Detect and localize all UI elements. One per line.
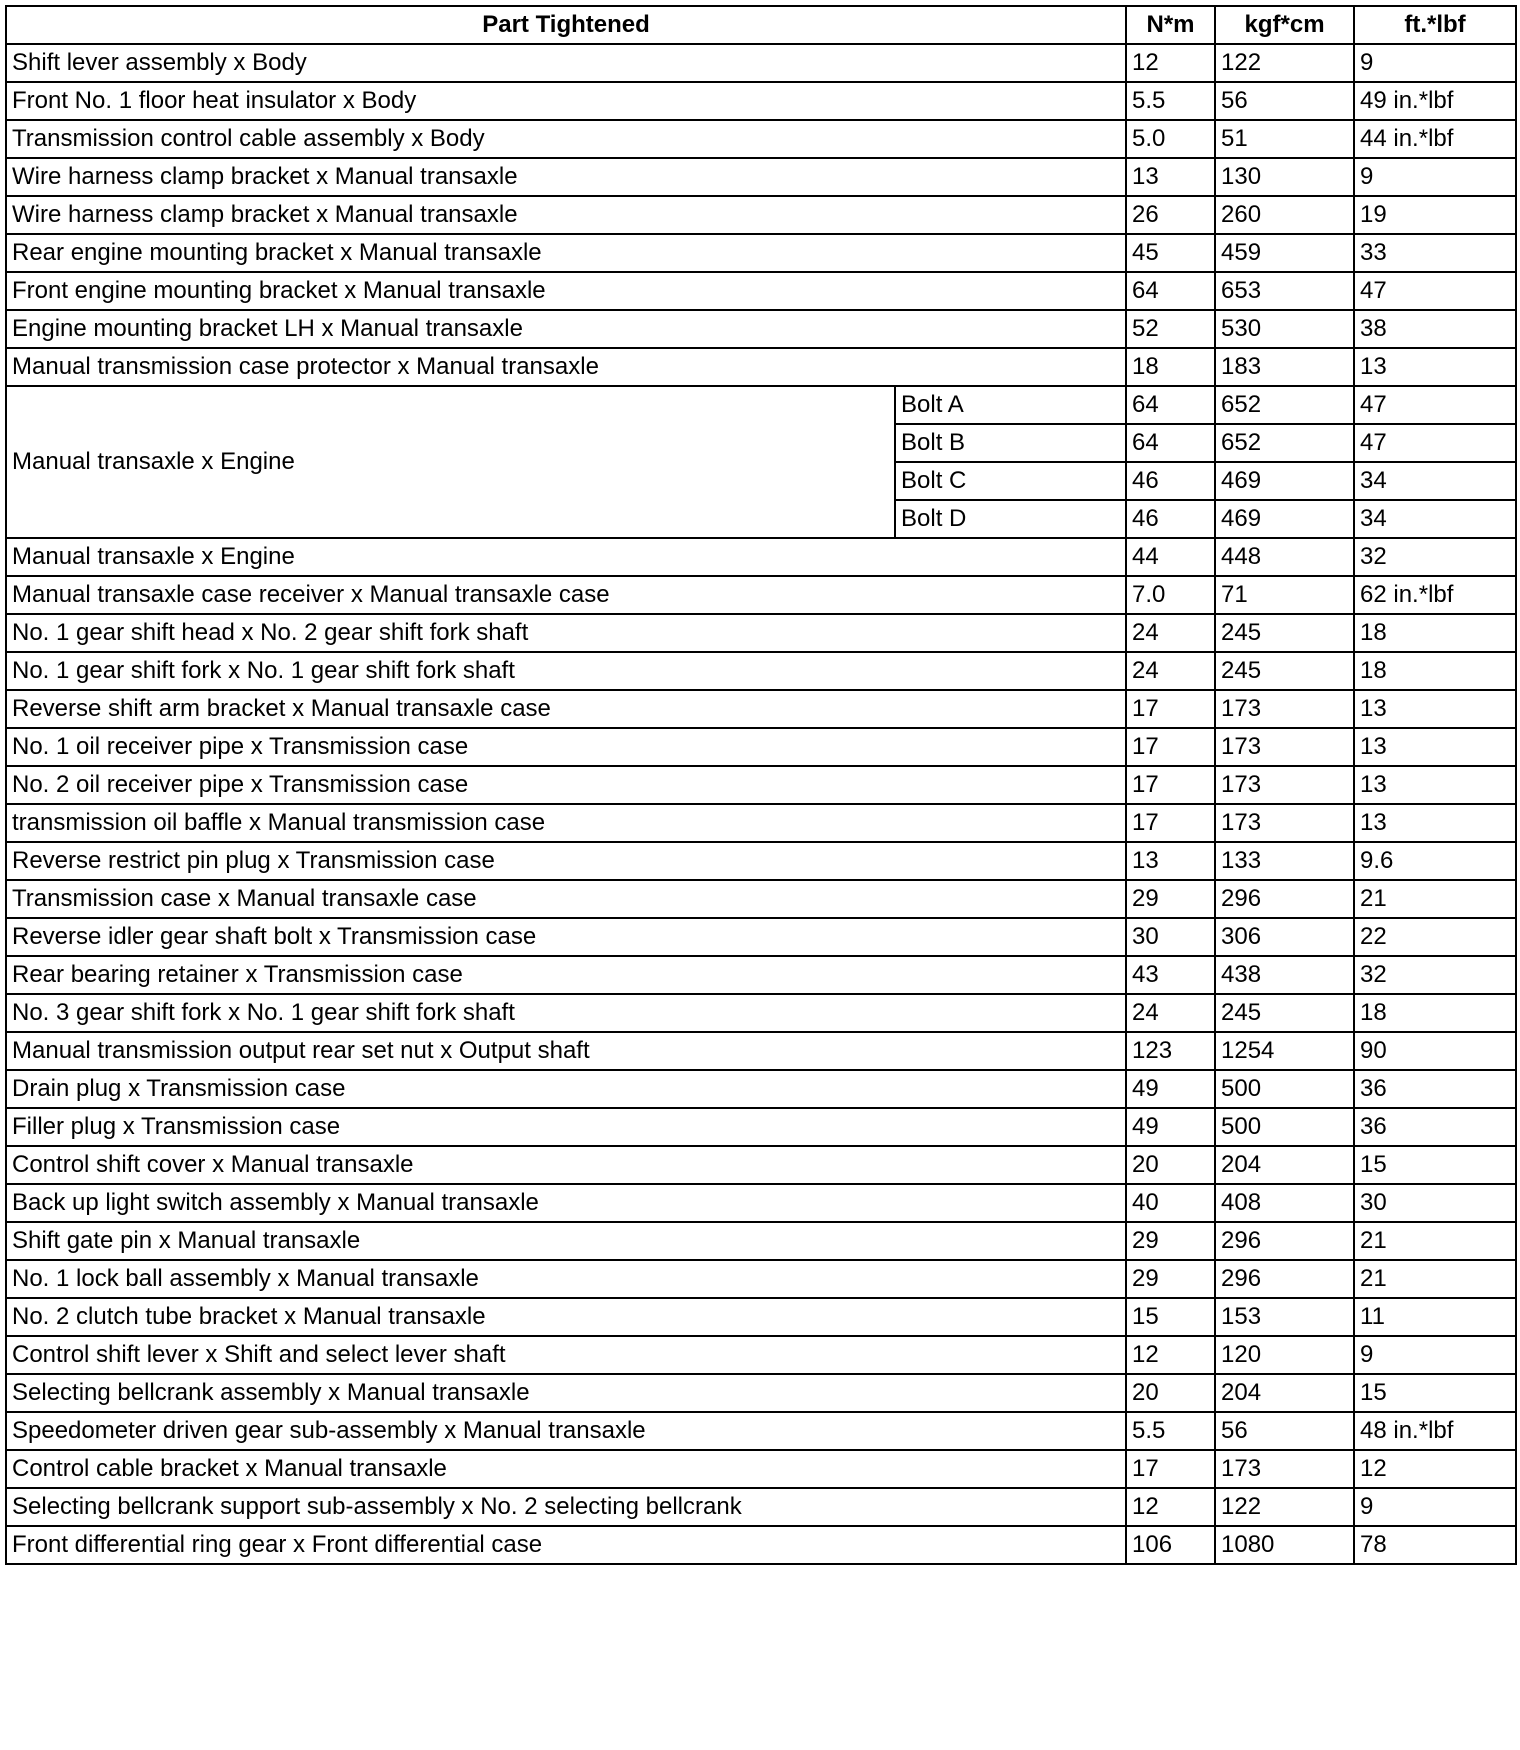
table-row xyxy=(6,994,1516,1032)
ftlbf-cell: 47 xyxy=(1354,272,1516,310)
part-cell: No. 1 lock ball assembly x Manual transaxle xyxy=(6,1260,1126,1298)
ftlbf-cell: 22 xyxy=(1354,918,1516,956)
part-cell: No. 1 gear shift head x No. 2 gear shift fork shaft xyxy=(6,614,1126,652)
nm-cell: 29 xyxy=(1126,1222,1215,1260)
ftlbf-cell: 15 xyxy=(1354,1374,1516,1412)
part-cell: Wire harness clamp bracket x Manual transaxle xyxy=(6,196,1126,234)
part-cell: Reverse restrict pin plug x Transmission case xyxy=(6,842,1126,880)
nm-cell: 17 xyxy=(1126,728,1215,766)
nm-cell: 17 xyxy=(1126,690,1215,728)
kgf-cell: 71 xyxy=(1215,576,1354,614)
nm-cell: 30 xyxy=(1126,918,1215,956)
table-row xyxy=(6,956,1516,994)
table-row xyxy=(6,1412,1516,1450)
nm-cell: 29 xyxy=(1126,880,1215,918)
ftlbf-cell: 36 xyxy=(1354,1108,1516,1146)
nm-cell: 106 xyxy=(1126,1526,1215,1564)
table-row xyxy=(6,1488,1516,1526)
kgf-cell: 296 xyxy=(1215,1222,1354,1260)
part-cell: Manual transmission output rear set nut x Output shaft xyxy=(6,1032,1126,1070)
part-cell: Filler plug x Transmission case xyxy=(6,1108,1126,1146)
kgf-cell: 153 xyxy=(1215,1298,1354,1336)
ftlbf-cell: 13 xyxy=(1354,766,1516,804)
part-cell: Front differential ring gear x Front differential case xyxy=(6,1526,1126,1564)
part-cell: Shift gate pin x Manual transaxle xyxy=(6,1222,1126,1260)
table-row xyxy=(6,196,1516,234)
part-cell: Control shift cover x Manual transaxle xyxy=(6,1146,1126,1184)
part-cell: Rear bearing retainer x Transmission case xyxy=(6,956,1126,994)
kgf-cell: 500 xyxy=(1215,1070,1354,1108)
kgf-cell: 173 xyxy=(1215,804,1354,842)
ftlbf-cell: 21 xyxy=(1354,880,1516,918)
ftlbf-cell: 13 xyxy=(1354,690,1516,728)
table-row xyxy=(6,1108,1516,1146)
part-cell: Front No. 1 floor heat insulator x Body xyxy=(6,82,1126,120)
ftlbf-cell: 32 xyxy=(1354,538,1516,576)
nm-cell: 13 xyxy=(1126,158,1215,196)
kgf-cell: 438 xyxy=(1215,956,1354,994)
nm-cell: 20 xyxy=(1126,1146,1215,1184)
nm-cell: 40 xyxy=(1126,1184,1215,1222)
ftlbf-cell: 38 xyxy=(1354,310,1516,348)
ftlbf-cell: 13 xyxy=(1354,728,1516,766)
bolt-name-cell: Bolt A xyxy=(895,386,1126,424)
table-row xyxy=(6,804,1516,842)
ftlbf-cell: 18 xyxy=(1354,652,1516,690)
kgf-cell: 245 xyxy=(1215,614,1354,652)
nm-cell: 49 xyxy=(1126,1070,1215,1108)
ftlbf-cell: 9 xyxy=(1354,44,1516,82)
part-cell: Transmission case x Manual transaxle case xyxy=(6,880,1126,918)
ftlbf-cell: 47 xyxy=(1354,424,1516,462)
part-cell: Reverse shift arm bracket x Manual transaxle case xyxy=(6,690,1126,728)
torque-spec-table xyxy=(5,5,1517,1565)
table-row xyxy=(6,44,1516,82)
nm-cell: 17 xyxy=(1126,804,1215,842)
table-row xyxy=(6,1146,1516,1184)
part-cell: Drain plug x Transmission case xyxy=(6,1070,1126,1108)
kgf-cell: 652 xyxy=(1215,386,1354,424)
nm-cell: 17 xyxy=(1126,1450,1215,1488)
kgf-cell: 530 xyxy=(1215,310,1354,348)
part-cell: Reverse idler gear shaft bolt x Transmission case xyxy=(6,918,1126,956)
nm-cell: 64 xyxy=(1126,386,1215,424)
ftlbf-cell: 90 xyxy=(1354,1032,1516,1070)
kgf-cell: 448 xyxy=(1215,538,1354,576)
ftlbf-cell: 9 xyxy=(1354,1336,1516,1374)
kgf-cell: 183 xyxy=(1215,348,1354,386)
table-row xyxy=(6,348,1516,386)
nm-cell: 13 xyxy=(1126,842,1215,880)
kgf-cell: 296 xyxy=(1215,1260,1354,1298)
kgf-cell: 173 xyxy=(1215,690,1354,728)
part-cell: Back up light switch assembly x Manual transaxle xyxy=(6,1184,1126,1222)
table-row xyxy=(6,880,1516,918)
ftlbf-cell: 13 xyxy=(1354,348,1516,386)
part-cell: Selecting bellcrank support sub-assembly x No. 2 selecting bellcrank xyxy=(6,1488,1126,1526)
table-row xyxy=(6,1070,1516,1108)
kgf-cell: 653 xyxy=(1215,272,1354,310)
ftlbf-cell: 36 xyxy=(1354,1070,1516,1108)
part-cell: Front engine mounting bracket x Manual transaxle xyxy=(6,272,1126,310)
table-row xyxy=(6,614,1516,652)
ftlbf-cell: 32 xyxy=(1354,956,1516,994)
table-row xyxy=(6,272,1516,310)
part-cell: Manual transmission case protector x Manual transaxle xyxy=(6,348,1126,386)
table-row xyxy=(6,1260,1516,1298)
part-cell: No. 2 clutch tube bracket x Manual transaxle xyxy=(6,1298,1126,1336)
kgf-cell: 296 xyxy=(1215,880,1354,918)
nm-cell: 12 xyxy=(1126,1488,1215,1526)
nm-cell: 20 xyxy=(1126,1374,1215,1412)
kgf-cell: 306 xyxy=(1215,918,1354,956)
ftlbf-cell: 62 in.*lbf xyxy=(1354,576,1516,614)
part-cell: No. 2 oil receiver pipe x Transmission case xyxy=(6,766,1126,804)
nm-cell: 12 xyxy=(1126,1336,1215,1374)
table-row xyxy=(6,652,1516,690)
kgf-cell: 173 xyxy=(1215,766,1354,804)
table-row xyxy=(6,120,1516,158)
nm-cell: 64 xyxy=(1126,272,1215,310)
table-row xyxy=(6,1222,1516,1260)
ftlbf-cell: 19 xyxy=(1354,196,1516,234)
table-row xyxy=(6,1374,1516,1412)
ftlbf-cell: 48 in.*lbf xyxy=(1354,1412,1516,1450)
kgf-cell: 245 xyxy=(1215,652,1354,690)
table-row xyxy=(6,576,1516,614)
kgf-cell: 652 xyxy=(1215,424,1354,462)
ftlbf-cell: 21 xyxy=(1354,1260,1516,1298)
ftlbf-cell: 34 xyxy=(1354,500,1516,538)
part-cell: Manual transaxle x Engine xyxy=(6,538,1126,576)
ftlbf-cell: 21 xyxy=(1354,1222,1516,1260)
kgf-cell: 130 xyxy=(1215,158,1354,196)
table-row xyxy=(6,82,1516,120)
bolt-name-cell: Bolt D xyxy=(895,500,1126,538)
kgf-cell: 56 xyxy=(1215,1412,1354,1450)
ftlbf-cell: 47 xyxy=(1354,386,1516,424)
nm-cell: 123 xyxy=(1126,1032,1215,1070)
part-cell: Shift lever assembly x Body xyxy=(6,44,1126,82)
table-row xyxy=(6,1184,1516,1222)
nm-cell: 7.0 xyxy=(1126,576,1215,614)
kgf-cell: 469 xyxy=(1215,500,1354,538)
nm-cell: 15 xyxy=(1126,1298,1215,1336)
header-ft-lbf: ft.*lbf xyxy=(1354,6,1516,44)
nm-cell: 46 xyxy=(1126,500,1215,538)
kgf-cell: 500 xyxy=(1215,1108,1354,1146)
nm-cell: 29 xyxy=(1126,1260,1215,1298)
table-row xyxy=(6,918,1516,956)
nm-cell: 52 xyxy=(1126,310,1215,348)
nm-cell: 24 xyxy=(1126,652,1215,690)
header-part-tightened: Part Tightened xyxy=(6,6,1126,44)
kgf-cell: 1254 xyxy=(1215,1032,1354,1070)
nm-cell: 5.5 xyxy=(1126,82,1215,120)
kgf-cell: 204 xyxy=(1215,1146,1354,1184)
ftlbf-cell: 30 xyxy=(1354,1184,1516,1222)
ftlbf-cell: 18 xyxy=(1354,614,1516,652)
kgf-cell: 173 xyxy=(1215,1450,1354,1488)
part-cell: No. 1 gear shift fork x No. 1 gear shift fork shaft xyxy=(6,652,1126,690)
kgf-cell: 51 xyxy=(1215,120,1354,158)
nm-cell: 46 xyxy=(1126,462,1215,500)
table-row xyxy=(6,728,1516,766)
ftlbf-cell: 9 xyxy=(1354,158,1516,196)
nm-cell: 17 xyxy=(1126,766,1215,804)
part-cell: Manual transaxle case receiver x Manual transaxle case xyxy=(6,576,1126,614)
ftlbf-cell: 49 in.*lbf xyxy=(1354,82,1516,120)
ftlbf-cell: 34 xyxy=(1354,462,1516,500)
table-row xyxy=(6,310,1516,348)
part-cell: Control shift lever x Shift and select lever shaft xyxy=(6,1336,1126,1374)
nm-cell: 24 xyxy=(1126,994,1215,1032)
part-cell: Rear engine mounting bracket x Manual transaxle xyxy=(6,234,1126,272)
ftlbf-cell: 9 xyxy=(1354,1488,1516,1526)
kgf-cell: 56 xyxy=(1215,82,1354,120)
part-cell: Selecting bellcrank assembly x Manual transaxle xyxy=(6,1374,1126,1412)
nm-cell: 5.0 xyxy=(1126,120,1215,158)
header-row xyxy=(6,6,1516,44)
part-cell: No. 3 gear shift fork x No. 1 gear shift fork shaft xyxy=(6,994,1126,1032)
kgf-cell: 260 xyxy=(1215,196,1354,234)
nm-cell: 12 xyxy=(1126,44,1215,82)
nm-cell: 64 xyxy=(1126,424,1215,462)
nm-cell: 5.5 xyxy=(1126,1412,1215,1450)
kgf-cell: 408 xyxy=(1215,1184,1354,1222)
kgf-cell: 469 xyxy=(1215,462,1354,500)
part-cell: Transmission control cable assembly x Body xyxy=(6,120,1126,158)
table-row xyxy=(6,766,1516,804)
kgf-cell: 120 xyxy=(1215,1336,1354,1374)
table-row xyxy=(6,1526,1516,1564)
ftlbf-cell: 12 xyxy=(1354,1450,1516,1488)
kgf-cell: 122 xyxy=(1215,1488,1354,1526)
kgf-cell: 245 xyxy=(1215,994,1354,1032)
table-row xyxy=(6,1032,1516,1070)
nm-cell: 45 xyxy=(1126,234,1215,272)
ftlbf-cell: 78 xyxy=(1354,1526,1516,1564)
nm-cell: 43 xyxy=(1126,956,1215,994)
bolt-name-cell: Bolt C xyxy=(895,462,1126,500)
table-row xyxy=(6,1336,1516,1374)
nm-cell: 18 xyxy=(1126,348,1215,386)
kgf-cell: 459 xyxy=(1215,234,1354,272)
kgf-cell: 133 xyxy=(1215,842,1354,880)
part-cell: Engine mounting bracket LH x Manual transaxle xyxy=(6,310,1126,348)
table-row xyxy=(6,1298,1516,1336)
part-cell: Control cable bracket x Manual transaxle xyxy=(6,1450,1126,1488)
kgf-cell: 1080 xyxy=(1215,1526,1354,1564)
nm-cell: 44 xyxy=(1126,538,1215,576)
ftlbf-cell: 9.6 xyxy=(1354,842,1516,880)
part-cell: transmission oil baffle x Manual transmission case xyxy=(6,804,1126,842)
kgf-cell: 204 xyxy=(1215,1374,1354,1412)
bolt-group-part-cell: Manual transaxle x Engine xyxy=(6,386,895,538)
nm-cell: 26 xyxy=(1126,196,1215,234)
table-body xyxy=(6,44,1516,1564)
table-row xyxy=(6,234,1516,272)
table-row xyxy=(6,158,1516,196)
header-kgf-cm: kgf*cm xyxy=(1215,6,1354,44)
ftlbf-cell: 18 xyxy=(1354,994,1516,1032)
kgf-cell: 122 xyxy=(1215,44,1354,82)
table-row xyxy=(6,538,1516,576)
nm-cell: 49 xyxy=(1126,1108,1215,1146)
ftlbf-cell: 13 xyxy=(1354,804,1516,842)
table-row xyxy=(6,842,1516,880)
header-nm: N*m xyxy=(1126,6,1215,44)
ftlbf-cell: 44 in.*lbf xyxy=(1354,120,1516,158)
part-cell: Speedometer driven gear sub-assembly x Manual transaxle xyxy=(6,1412,1126,1450)
table-row xyxy=(6,1450,1516,1488)
kgf-cell: 173 xyxy=(1215,728,1354,766)
part-cell: No. 1 oil receiver pipe x Transmission case xyxy=(6,728,1126,766)
ftlbf-cell: 33 xyxy=(1354,234,1516,272)
bolt-name-cell: Bolt B xyxy=(895,424,1126,462)
table-row xyxy=(6,690,1516,728)
nm-cell: 24 xyxy=(1126,614,1215,652)
ftlbf-cell: 11 xyxy=(1354,1298,1516,1336)
part-cell: Wire harness clamp bracket x Manual transaxle xyxy=(6,158,1126,196)
table-row-bolt xyxy=(6,386,1516,424)
ftlbf-cell: 15 xyxy=(1354,1146,1516,1184)
